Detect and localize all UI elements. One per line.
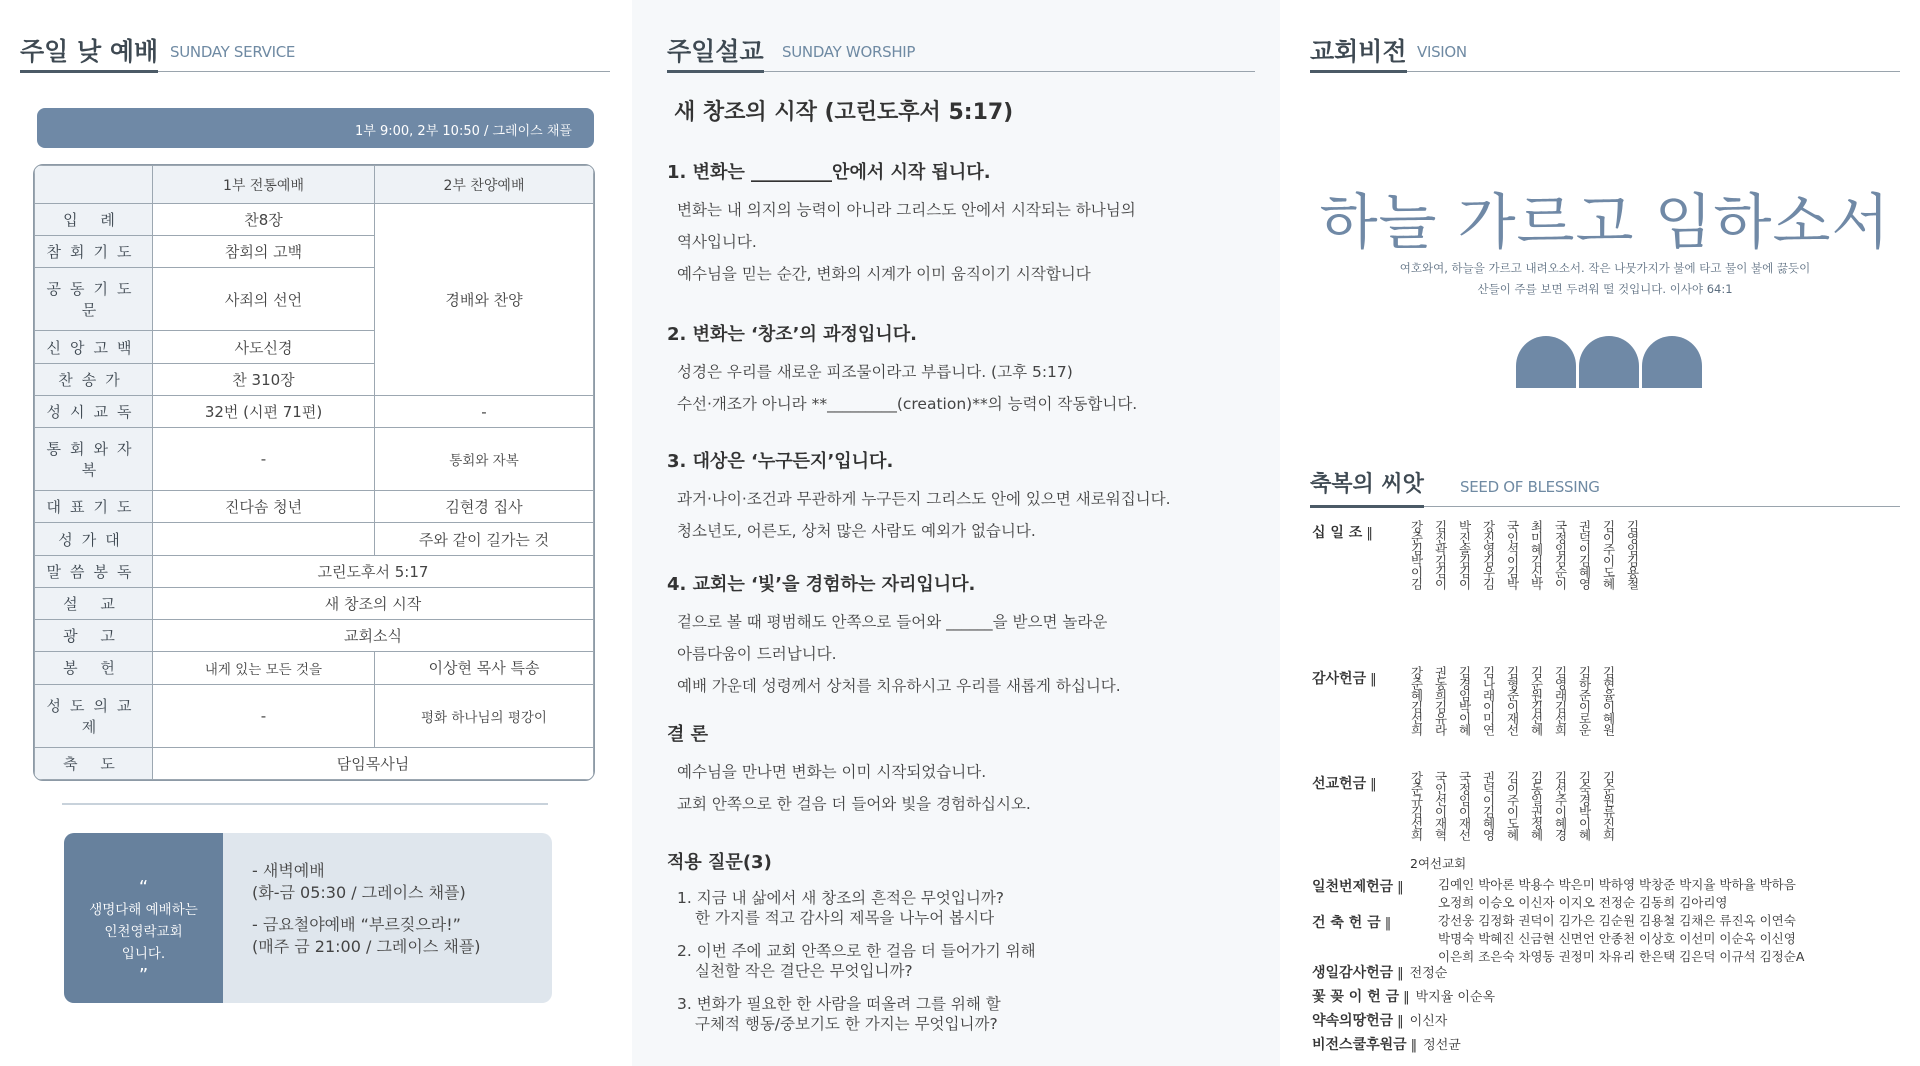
vision-verse [1350, 258, 1860, 300]
other-services-list [252, 860, 481, 968]
service-item-second: 김현경 집사 [375, 491, 594, 523]
separator: ‖ [1397, 966, 1404, 981]
sermon-point-line: 예수님을 믿는 순간, 변화의 시계가 이미 움직이기 시작합니다 [677, 265, 1091, 283]
service-item-first: - [153, 428, 375, 491]
dawn-service-time: (화-금 05:30 / 그레이스 채플) [252, 883, 466, 902]
flower-row [1312, 986, 1912, 1006]
vision-panel [1290, 0, 1920, 1066]
service-item-both: 교회소식 [153, 620, 594, 652]
promise-row [1312, 1010, 1912, 1030]
name-column: 권동희김유라 [1433, 666, 1448, 735]
name-column: 국인선이재혁 [1433, 771, 1448, 840]
mission-extra: 2여선교회 [1410, 856, 1467, 871]
service-item-first: - [153, 684, 375, 747]
sermon-point-heading: 3. 대상은 ‘누구든지’입니다. [667, 451, 894, 472]
name-column: 국정임김순이 [1553, 520, 1568, 589]
column-header-second: 2부 찬양예배 [375, 166, 594, 204]
name-column: 김순원류진희 [1601, 771, 1616, 840]
name-column: 김진곽김김이 [1433, 520, 1448, 589]
service-item-label: 신앙고백 [35, 331, 153, 363]
name-column: 국인석이김박 [1505, 520, 1520, 589]
arch-logo-icon [1516, 336, 1702, 388]
separator: ‖ [1370, 777, 1377, 792]
section-header [1310, 32, 1900, 72]
service-row [35, 555, 594, 587]
sermon-point-line: 겉으로 볼 때 평범해도 안쪽으로 들어와 ______을 받으면 놀라운 [677, 613, 1108, 631]
vision-title: 하늘 가르고 임하소서 [1319, 188, 1891, 258]
tithe-label: 십 일 조 [1312, 525, 1363, 541]
section-title: 주일설교 [667, 32, 764, 73]
sermon-point-heading: 결 론 [667, 724, 709, 745]
service-item-second: 평화 하나님의 평강이 [375, 684, 594, 747]
sermon-point [667, 720, 1267, 820]
service-item-second: 주와 같이 길가는 것 [375, 523, 594, 555]
column-header-first: 1부 전통예배 [153, 166, 375, 204]
divider [62, 803, 548, 805]
service-row [35, 523, 594, 555]
motto-line: 생명다해 예배하는 [89, 902, 198, 918]
service-item-label: 성도의교제 [35, 684, 153, 747]
sermon-point-line: 과거·나이·조건과 무관하게 누구든지 그리스도 안에 있으면 새로워집니다. [677, 490, 1171, 508]
service-item-label: 설 교 [35, 587, 153, 619]
section-header [20, 32, 610, 72]
sunday-service-panel [0, 0, 630, 1066]
service-item-label: 찬송가 [35, 363, 153, 395]
sermon-point [667, 447, 1267, 547]
section-title: 축복의 씨앗 [1310, 467, 1424, 508]
service-order-table [33, 164, 595, 781]
name-column: 권덕이김혜영 [1481, 771, 1496, 840]
sermon-point-line: 역사입니다. [677, 233, 757, 251]
sermon-point-line: 예배 가운데 성령께서 상처를 치유하시고 우리를 새롭게 하십니다. [677, 677, 1121, 695]
application-question [667, 941, 1267, 981]
name-column: 김선주이혜경 [1553, 771, 1568, 840]
service-item-first: 찬 310장 [153, 363, 375, 395]
sermon-point-heading: 2. 변화는 ‘창조’의 과정입니다. [667, 324, 917, 345]
flower-names: 박지율 이순옥 [1415, 990, 1496, 1005]
name-column: 김형준이재선 [1505, 666, 1520, 735]
promise-names: 이신자 [1409, 1014, 1448, 1029]
service-item-first [153, 523, 375, 555]
section-subtitle: SUNDAY SERVICE [170, 43, 296, 61]
sermon-point-line: 아름다움이 드러납니다. [677, 645, 837, 663]
question-line: 3. 변화가 필요한 한 사람을 떠올려 그를 위해 할 [677, 995, 1001, 1013]
name-column: 김동일권정혜 [1529, 771, 1544, 840]
sermon-point-line: 수선·개조가 아니라 **_________(creation)**의 능력이 작동합니다. [677, 395, 1138, 413]
section-subtitle: SUNDAY WORSHIP [782, 43, 916, 61]
names-line: 박명숙 박혜진 신금현 신면언 안종천 이상호 이선미 이순옥 이신영 [1438, 931, 1796, 946]
service-row [35, 395, 594, 427]
promise-label: 약속의땅헌금 [1312, 1013, 1394, 1029]
mission-label: 선교헌금 [1312, 776, 1367, 792]
birthday-row [1312, 962, 1912, 982]
name-column: 강준김박이김 [1409, 520, 1424, 589]
vision-school-label: 비전스쿨후원금 [1312, 1037, 1407, 1053]
friday-service-time: (매주 금 21:00 / 그레이스 채플) [252, 937, 481, 956]
names-line: 강선웅 김정화 권덕이 김가은 김순원 김용철 김채은 류진옥 이연숙 [1438, 913, 1796, 928]
service-item-second: 이상현 목사 특송 [375, 652, 594, 684]
service-item-both: 새 창조의 시작 [153, 587, 594, 619]
thanks-label: 감사헌금 [1312, 671, 1367, 687]
question-line: 2. 이번 주에 교회 안쪽으로 한 걸음 더 들어가기 위해 [677, 942, 1036, 960]
name-column: 김하준이로운 [1577, 666, 1592, 735]
service-item-second: - [375, 395, 594, 427]
name-column: 강준혜김선희 [1409, 666, 1424, 735]
service-item-first: 32번 (시편 71편) [153, 395, 375, 427]
dawn-service-title: - 새벽예배 [252, 861, 325, 880]
service-item-first: 내게 있는 모든 것을 [153, 652, 375, 684]
section-header [667, 32, 1255, 72]
names-line: 김예인 박아론 박용수 박은미 박하영 박창준 박지율 박하율 박하음 [1438, 877, 1796, 892]
service-item-label: 봉 헌 [35, 652, 153, 684]
motto-line: 인천영락교회 [104, 924, 183, 940]
service-item-first: 사도신경 [153, 331, 375, 363]
service-item-both: 고린도후서 5:17 [153, 555, 594, 587]
name-column: 김이주이도혜 [1601, 520, 1616, 589]
building-names [1438, 912, 1804, 966]
sermon-point-line: 청소년도, 어른도, 상처 많은 사람도 예외가 없습니다. [677, 522, 1036, 540]
name-column: 김경임박이혜 [1457, 666, 1472, 735]
close-quote-icon: ” [138, 965, 149, 986]
corner-cell [35, 166, 153, 204]
service-item-label: 말씀봉독 [35, 555, 153, 587]
motto-panel [64, 833, 223, 1003]
service-row [35, 587, 594, 619]
service-item-first: 찬8장 [153, 204, 375, 236]
separator: ‖ [1403, 990, 1410, 1005]
name-column: 박진솔김김이 [1457, 520, 1472, 589]
name-column: 김현율이혜원 [1601, 666, 1616, 735]
application-question [667, 994, 1267, 1034]
names-line: 오정희 이승오 이신자 이지오 전정순 김동희 김아리영 [1438, 895, 1728, 910]
birthday-names: 전정순 [1409, 966, 1448, 981]
name-column: 김순원김선혜 [1529, 666, 1544, 735]
name-column: 김숙경박이혜 [1577, 771, 1592, 840]
sermon-point [667, 320, 1267, 420]
flower-label: 꽃 꽂 이 헌 금 [1312, 989, 1400, 1005]
section-subtitle: SEED OF BLESSING [1460, 478, 1600, 496]
sermon-point-line: 교회 안쪽으로 한 걸음 더 들어와 빛을 경험하십시오. [677, 795, 1031, 813]
sermon-point [667, 570, 1267, 702]
separator: ‖ [1384, 916, 1392, 931]
section-subtitle: VISION [1417, 43, 1467, 61]
application-question [667, 888, 1267, 928]
vision-school-row [1312, 1034, 1912, 1054]
sermon-point-line: 예수님을 만나면 변화는 이미 시작되었습니다. [677, 763, 987, 781]
name-column: 강진영김우김 [1481, 520, 1496, 589]
name-column: 김영래김선희 [1553, 666, 1568, 735]
name-column: 최미혜김신박 [1529, 520, 1544, 589]
name-column: 김영임김용철 [1625, 520, 1640, 589]
motto-line: 입니다. [121, 946, 166, 962]
vision-school-names: 정선균 [1423, 1038, 1461, 1053]
service-item-first: 진다솜 청년 [153, 491, 375, 523]
vision-verse-line: 산들이 주를 보면 두려워 떨 것입니다. 이사야 64:1 [1477, 282, 1733, 296]
application-questions [667, 848, 1267, 1047]
sermon-point-heading: 4. 교회는 ‘빛’을 경험하는 자리입니다. [667, 574, 976, 595]
question-line: 실천할 작은 결단은 무엇입니까? [695, 962, 913, 980]
separator: ‖ [1370, 672, 1377, 687]
sermon-point [667, 158, 1267, 290]
service-item-label: 광 고 [35, 620, 153, 652]
name-column: 김나래이미연 [1481, 666, 1496, 735]
service-item-second: 통회와 자복 [375, 428, 594, 491]
firstborn-names [1438, 876, 1796, 912]
service-item-label: 입 례 [35, 204, 153, 236]
sermon-point-heading: 1. 변화는 _________안에서 시작 됩니다. [667, 162, 991, 183]
question-line: 한 가지를 적고 감사의 제목을 나누어 봅시다 [695, 909, 995, 927]
sermon-panel [632, 0, 1280, 1066]
name-column: 김이주이도혜 [1505, 771, 1520, 840]
tithe-names [1410, 520, 1639, 589]
name-column: 권덕이김혜영 [1577, 520, 1592, 589]
sermon-title: 새 창조의 시작 (고린도후서 5:17) [674, 100, 1014, 125]
apply-title: 적용 질문(3) [667, 852, 772, 873]
service-row [35, 491, 594, 523]
service-item-both: 담임목사님 [153, 747, 594, 779]
service-item-first: 참회의 고백 [153, 236, 375, 268]
service-row [35, 428, 594, 491]
sermon-point-line: 성경은 우리를 새로운 피조물이라고 부릅니다. (고후 5:17) [677, 363, 1073, 381]
section-title: 주일 낮 예배 [20, 32, 158, 73]
service-item-label: 공동기도문 [35, 268, 153, 331]
open-quote-icon: “ [138, 877, 149, 898]
service-item-label: 성가대 [35, 523, 153, 555]
service-row [35, 620, 594, 652]
service-item-label: 성시교독 [35, 395, 153, 427]
service-item-label: 대표기도 [35, 491, 153, 523]
question-line: 구체적 행동/중보기도 한 가지는 무엇입니까? [695, 1015, 998, 1033]
names-line: 이은희 조은숙 차영동 권정미 차유리 한은택 김은덕 이규석 김정순A [1438, 949, 1805, 964]
service-row [35, 652, 594, 684]
separator: ‖ [1397, 1014, 1404, 1029]
service-item-label: 통회와자복 [35, 428, 153, 491]
thanks-names [1410, 666, 1615, 735]
service-time-bar: 1부 9:00, 2부 10:50 / 그레이스 채플 [37, 108, 594, 148]
mission-names [1410, 771, 1615, 840]
service-item-label: 참회기도 [35, 236, 153, 268]
birthday-label: 생일감사헌금 [1312, 965, 1394, 981]
firstborn-label: 일천번제헌금 [1312, 879, 1394, 895]
sermon-point-line: 변화는 내 의지의 능력이 아니라 그리스도 안에서 시작되는 하나님의 [677, 201, 1136, 219]
separator: ‖ [1366, 526, 1373, 541]
section-title: 교회비전 [1310, 32, 1407, 73]
service-row [35, 684, 594, 747]
vision-verse-line: 여호와여, 하늘을 가르고 내려오소서. 작은 나뭇가지가 불에 타고 물이 불에 끓듯이 [1399, 261, 1811, 275]
service-row [35, 204, 594, 236]
service-row [35, 747, 594, 779]
building-label: 건 축 헌 금 [1312, 915, 1381, 931]
separator: ‖ [1410, 1038, 1418, 1053]
service-item-first: 사죄의 선언 [153, 268, 375, 331]
service-item-second: 경배와 찬양 [375, 204, 594, 396]
question-line: 1. 지금 내 삶에서 새 창조의 흔적은 무엇입니까? [677, 889, 1005, 907]
section-header [1310, 467, 1900, 507]
name-column: 강준규김선희 [1409, 771, 1424, 840]
friday-service-title: - 금요철야예배 “부르짖으라!” [252, 915, 461, 934]
service-item-label: 축 도 [35, 747, 153, 779]
name-column: 국정임이재선 [1457, 771, 1472, 840]
worship-info-box [64, 833, 552, 1003]
separator: ‖ [1397, 880, 1404, 895]
